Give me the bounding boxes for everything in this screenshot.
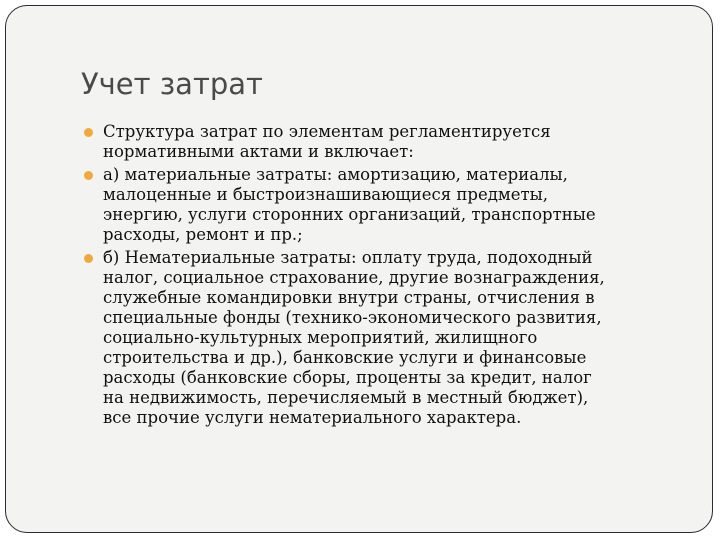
slide-title: Учет затрат xyxy=(81,67,263,101)
bullet-text-line: на недвижимость, перечисляемый в местный бюджет), xyxy=(103,388,589,407)
bullet-text-line: все прочие услуги нематериального характера. xyxy=(103,408,522,427)
bullet-text-line: энергию, услуги сторонних организаций, транспортные xyxy=(103,205,596,224)
bullet-text-line: а) материальные затраты: амортизацию, материалы, xyxy=(103,165,568,184)
bullet-text-line: налог, социальное страхование, другие вознаграждения, xyxy=(103,268,605,287)
bullet-text-line: социально-культурных мероприятий, жилищного xyxy=(103,328,538,347)
bullet-item-3 xyxy=(81,248,691,428)
bullet-text-line: расходы (банковские сборы, проценты за кредит, налог xyxy=(103,368,592,387)
bullet-text-line: Структура затрат по элементам регламентируется xyxy=(103,122,551,141)
slide xyxy=(5,5,713,533)
bullet-item-1 xyxy=(81,122,691,162)
bullet-dot-icon xyxy=(84,128,93,137)
bullet-text-line: б) Нематериальные затраты: оплату труда, подоходный xyxy=(103,248,593,267)
bullet-text-line: малоценные и быстроизнашивающиеся предметы, xyxy=(103,185,549,204)
bullet-text-line: расходы, ремонт и пр.; xyxy=(103,225,303,244)
bullet-list xyxy=(81,122,691,431)
bullet-dot-icon xyxy=(84,171,93,180)
bullet-text-line: специальные фонды (технико-экономического развития, xyxy=(103,308,602,327)
bullet-text-line: служебные командировки внутри страны, отчисления в xyxy=(103,288,595,307)
bullet-item-2 xyxy=(81,165,691,245)
bullet-dot-icon xyxy=(84,254,93,263)
bullet-text-line: строительства и др.), банковские услуги и финансовые xyxy=(103,348,587,367)
bullet-text-line: нормативными актами и включает: xyxy=(103,142,414,161)
